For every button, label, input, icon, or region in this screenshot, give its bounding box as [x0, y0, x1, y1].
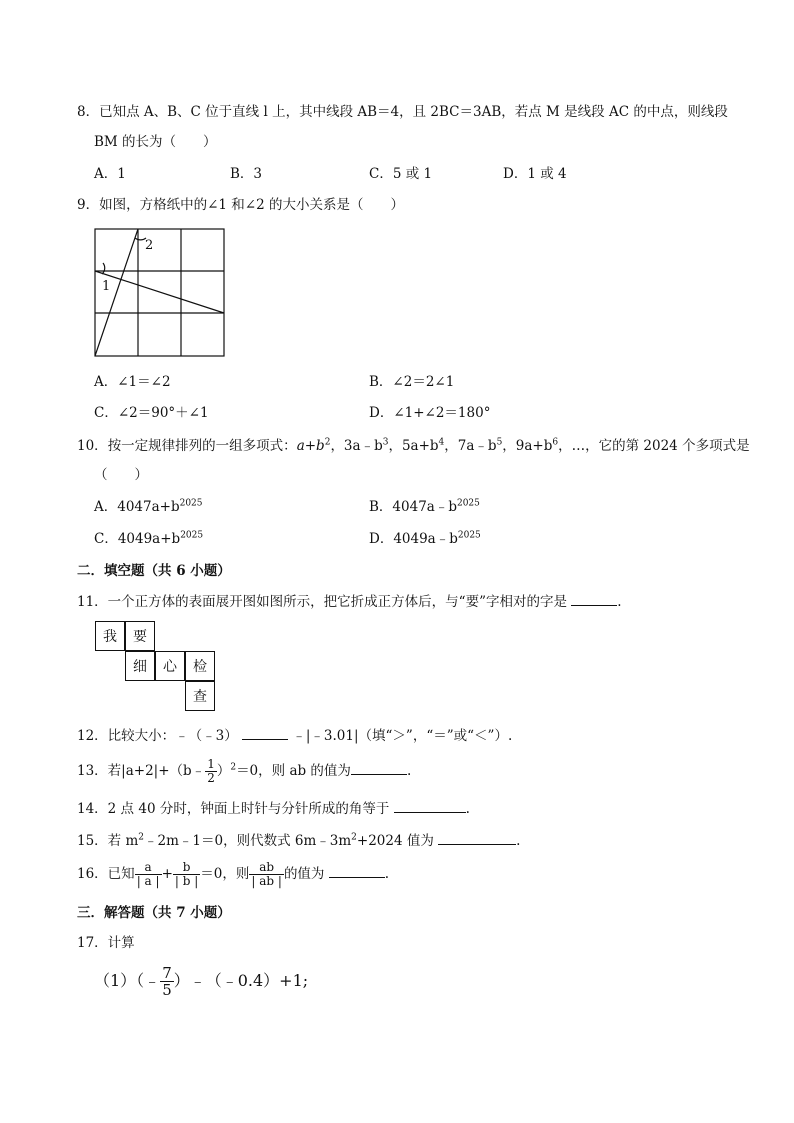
- q9-option-b: B．∠2＝2∠1: [369, 374, 455, 390]
- net-cell-5: 检: [185, 651, 215, 681]
- net-cell-2: 要: [125, 621, 155, 651]
- q12-stem: 12．比较大小：﹣（﹣3） ﹣|﹣3.01|（填“＞”，“＝”或“＜”）.: [77, 728, 513, 744]
- q10-stem: 10．按一定规律排列的一组多项式：$a+b^2$，$3a﹣b^3$，$5a+b^4$，$7a﹣b^5$，$9a+b^6$，…，它的第 2024 个多项式是: [77, 437, 750, 454]
- q8-stem-line1: 8．已知点 A、B、C 位于直线 l 上，其中线段 AB＝4，且 2BC＝3AB，若点 M 是线段 AC 的中点，则线段: [77, 104, 728, 120]
- q9-stem: 9．如图，方格纸中的∠1 和∠2 的大小关系是（ ）: [77, 197, 404, 213]
- q8-option-d: D．1 或 4: [503, 166, 567, 182]
- q10-paren: （ ）: [94, 467, 148, 483]
- q9-option-c: C．∠2＝90°＋∠1: [94, 405, 209, 421]
- q14-answer-blank[interactable]: [394, 800, 466, 813]
- q16-answer-blank[interactable]: [329, 865, 385, 878]
- q8-option-b: B．3: [230, 166, 263, 182]
- q13-answer-blank[interactable]: [351, 762, 407, 775]
- q11-answer-blank[interactable]: [571, 593, 617, 606]
- q13-stem: 13．若|a+2|+（b﹣ $\frac{1}{2}$ ）$^2$＝0，则 ab 的值为 .: [77, 757, 412, 785]
- q8-option-a: A．1: [94, 166, 126, 182]
- net-cell-6: 查: [185, 681, 215, 711]
- q10-option-a: A．$4047a+b^{2025}$: [94, 498, 203, 515]
- q10-option-b: B．$4047a﹣b^{2025}$: [369, 498, 480, 515]
- section-3-heading: 三．解答题（共 7 小题）: [77, 905, 231, 921]
- q8-stem-line2: BM 的长为（ ）: [94, 134, 217, 150]
- q10-option-c: C．$4049a+b^{2025}$: [94, 530, 204, 547]
- net-cell-3: 细: [125, 651, 155, 681]
- section-2-heading: 二．填空题（共 6 小题）: [77, 563, 231, 579]
- q14-stem: 14．2 点 40 分时，钟面上时针与分针所成的角等于 .: [77, 801, 470, 817]
- net-cell-1: 我: [95, 621, 125, 651]
- q8-option-c: C．5 或 1: [369, 166, 433, 182]
- q17-part-1: （1）（﹣ $\frac{7}{5}$ ）﹣（﹣0.4）+1;: [94, 964, 309, 999]
- q11-cube-net: [95, 621, 221, 713]
- q15-answer-blank[interactable]: [438, 832, 516, 845]
- angle-1-label: 1: [102, 279, 111, 294]
- q9-grid-figure: [94, 228, 226, 358]
- q16-stem: 16．已知 $\frac{a}{| a |}$ + $\frac{b}{| b |}$ ＝0，则 $\frac{ab}{| ab |}$ 的值为 .: [77, 860, 390, 888]
- q15-stem: 15．若 $m^2﹣2m﹣1=0$，则代数式 $6m﹣3m^2+2024$ 值为 .: [77, 832, 521, 849]
- q9-option-d: D．∠1+∠2＝180°: [369, 405, 491, 421]
- q12-answer-blank[interactable]: [242, 727, 288, 740]
- net-cell-4: 心: [155, 651, 185, 681]
- q11-stem: 11．一个正方体的表面展开图如图所示，把它折成正方体后，与“要”字相对的字是 .: [77, 594, 622, 610]
- q17-stem: 17．计算: [77, 935, 135, 951]
- q9-option-a: A．∠1＝∠2: [94, 374, 171, 390]
- q10-option-d: D．$4049a﹣b^{2025}$: [369, 530, 481, 547]
- angle-2-label: 2: [145, 238, 154, 253]
